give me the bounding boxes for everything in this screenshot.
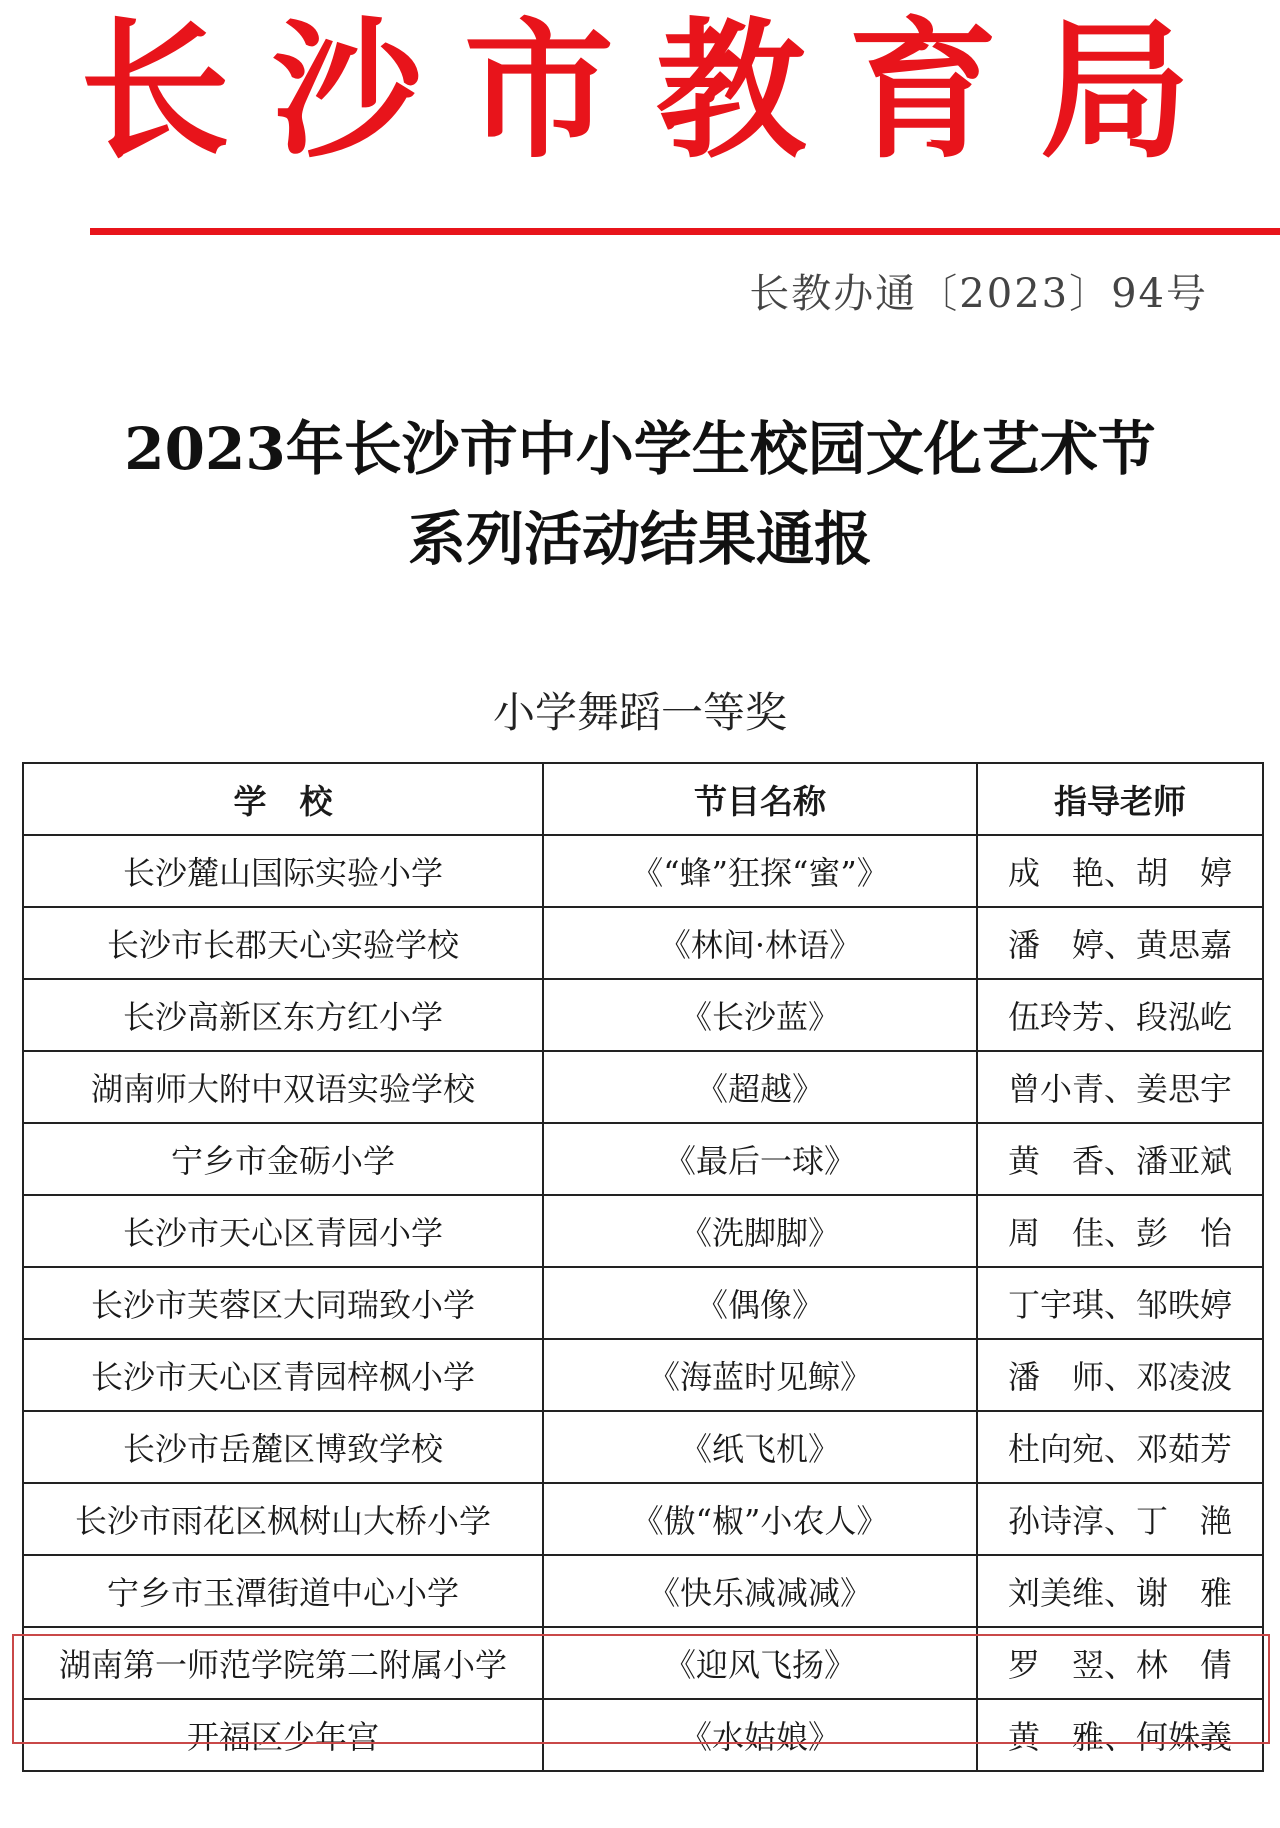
cell-teachers: 成 艳、胡 婷 [977,835,1263,907]
cell-school: 湖南第一师范学院第二附属小学 [23,1627,543,1699]
cell-teachers: 杜向宛、邓茹芳 [977,1411,1263,1483]
letterhead-char: 市 [463,3,614,179]
cell-program: 《傲“椒”小农人》 [543,1483,977,1555]
cell-school: 长沙市岳麓区博致学校 [23,1411,543,1483]
table-row [23,1555,1263,1627]
cell-school: 开福区少年宫 [23,1699,543,1771]
cell-school: 长沙市雨花区枫树山大桥小学 [23,1483,543,1555]
cell-program: 《“蜂”狂探“蜜”》 [543,835,977,907]
table-row [23,1195,1263,1267]
letterhead-title [80,3,1190,179]
cell-teachers: 潘 婷、黄思嘉 [977,907,1263,979]
document-title-line-1: 2023年长沙市中小学生校园文化艺术节 [124,415,1156,483]
cell-teachers: 刘美维、谢 雅 [977,1555,1263,1627]
letterhead-char: 沙 [271,3,422,179]
column-header-school: 学 校 [23,763,543,835]
cell-teachers: 丁宇琪、邹昳婷 [977,1267,1263,1339]
table-header-row [23,763,1263,835]
table-row [23,1339,1263,1411]
cell-program: 《迎风飞扬》 [543,1627,977,1699]
cell-program: 《水姑娘》 [543,1699,977,1771]
cell-program: 《快乐减减减》 [543,1555,977,1627]
letterhead-char: 长 [80,3,231,179]
cell-teachers: 伍玲芳、段泓屹 [977,979,1263,1051]
cell-teachers: 曾小青、姜思宇 [977,1051,1263,1123]
cell-program: 《长沙蓝》 [543,979,977,1051]
cell-teachers: 黄 雅、何姝義 [977,1699,1263,1771]
table-row [23,1123,1263,1195]
cell-teachers: 潘 师、邓凌波 [977,1339,1263,1411]
cell-teachers: 罗 翌、林 倩 [977,1627,1263,1699]
cell-teachers: 孙诗淳、丁 滟 [977,1483,1263,1555]
cell-program: 《林间·林语》 [543,907,977,979]
cell-teachers: 黄 香、潘亚斌 [977,1123,1263,1195]
cell-school: 长沙麓山国际实验小学 [23,835,543,907]
column-header-teachers: 指导老师 [977,763,1263,835]
cell-school: 湖南师大附中双语实验学校 [23,1051,543,1123]
table-row [23,1267,1263,1339]
cell-program: 《海蓝时见鲸》 [543,1339,977,1411]
table-row [23,1627,1263,1699]
cell-program: 《偶像》 [543,1267,977,1339]
cell-school: 长沙市天心区青园小学 [23,1195,543,1267]
cell-program: 《纸飞机》 [543,1411,977,1483]
cell-school: 长沙市长郡天心实验学校 [23,907,543,979]
table-row [23,979,1263,1051]
cell-school: 长沙高新区东方红小学 [23,979,543,1051]
table-row [23,1699,1263,1771]
cell-school: 宁乡市金砺小学 [23,1123,543,1195]
cell-school: 长沙市天心区青园梓枫小学 [23,1339,543,1411]
document-number: 长教办通〔2023〕94号 [749,271,1208,317]
column-header-program: 节目名称 [543,763,977,835]
letterhead-char: 教 [655,3,806,179]
document-title-line-2: 系列活动结果通报 [407,505,872,573]
table-row [23,907,1263,979]
cell-program: 《最后一球》 [543,1123,977,1195]
table-row [23,1411,1263,1483]
section-title: 小学舞蹈一等奖 [492,688,787,737]
cell-program: 《洗脚脚》 [543,1195,977,1267]
letterhead-char: 局 [1039,3,1190,179]
table-row [23,835,1263,907]
letterhead-char: 育 [847,3,998,179]
cell-teachers: 周 佳、彭 怡 [977,1195,1263,1267]
table-row [23,1483,1263,1555]
cell-school: 宁乡市玉潭街道中心小学 [23,1555,543,1627]
cell-school: 长沙市芙蓉区大同瑞致小学 [23,1267,543,1339]
results-table [22,762,1264,1772]
table-row [23,1051,1263,1123]
cell-program: 《超越》 [543,1051,977,1123]
letterhead-divider [90,228,1280,235]
